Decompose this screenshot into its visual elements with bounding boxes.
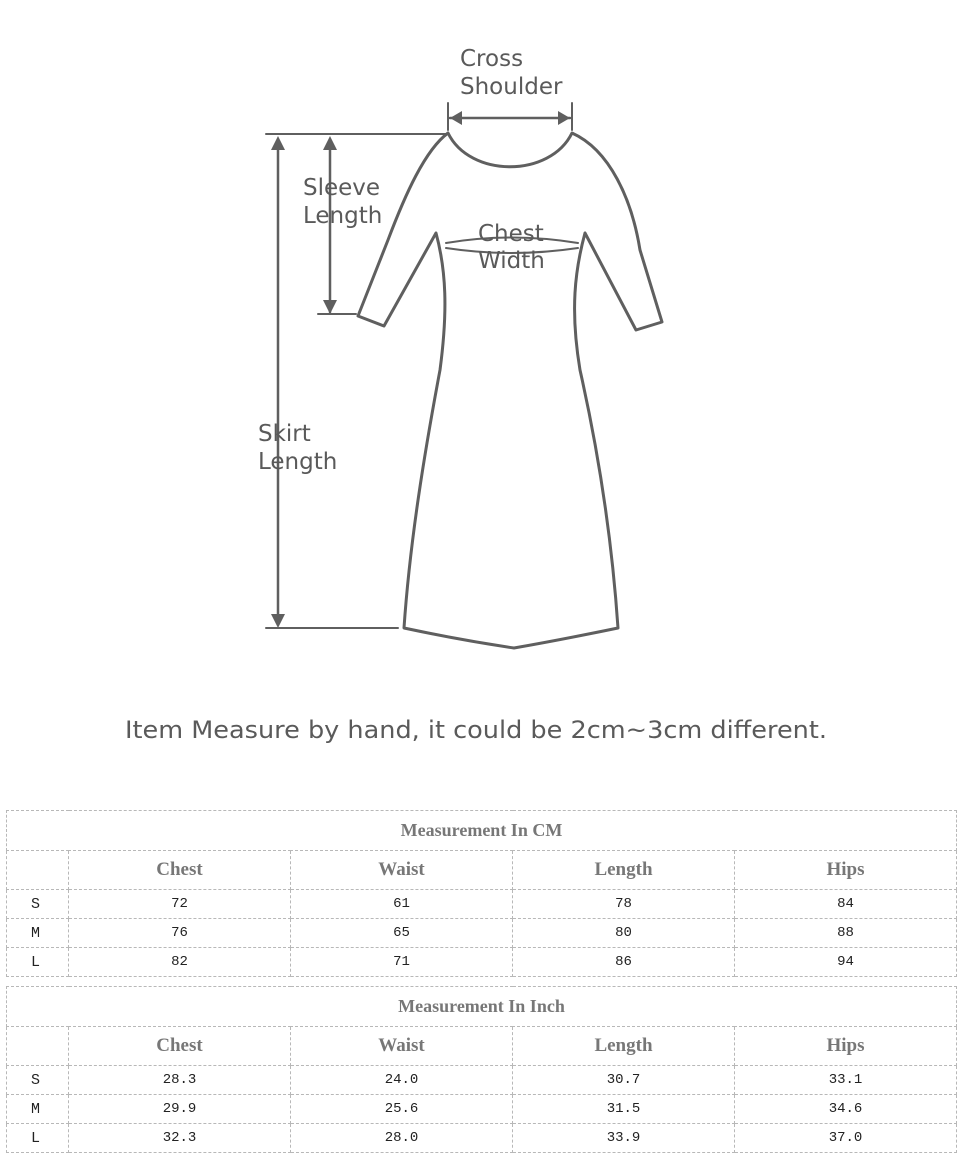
column-header-hips: Hips: [735, 851, 957, 890]
label-skirt-length-2: Length: [258, 449, 338, 475]
arrowhead-skirt-top: [271, 136, 285, 150]
waist-cell: 28.0: [291, 1124, 513, 1153]
hips-cell: 84: [735, 890, 957, 919]
column-header-length: Length: [513, 851, 735, 890]
arrowhead-shoulder-right: [558, 111, 570, 125]
arrowhead-sleeve-bottom: [323, 300, 337, 314]
table-row: [7, 1095, 957, 1124]
measure-note: Item Measure by hand, it could be 2cm~3cm different.: [125, 716, 827, 744]
column-header-size: [7, 851, 69, 890]
chest-cell: 28.3: [69, 1066, 291, 1095]
length-cell: 78: [513, 890, 735, 919]
column-header-waist: Waist: [291, 851, 513, 890]
label-sleeve-length-1: Sleeve: [303, 175, 381, 201]
waist-cell: 61: [291, 890, 513, 919]
waist-cell: 25.6: [291, 1095, 513, 1124]
waist-cell: 71: [291, 948, 513, 977]
length-cell: 86: [513, 948, 735, 977]
length-cell: 80: [513, 919, 735, 948]
measurement-table-inch: [6, 986, 957, 1153]
size-cell: L: [7, 1124, 69, 1153]
table-row: [7, 1066, 957, 1095]
table-title: Measurement In CM: [7, 811, 957, 851]
dress-outline: [358, 133, 662, 648]
chest-cell: 32.3: [69, 1124, 291, 1153]
column-header-chest: Chest: [69, 1027, 291, 1066]
hips-cell: 33.1: [735, 1066, 957, 1095]
column-header-size: [7, 1027, 69, 1066]
table-row: [7, 948, 957, 977]
size-cell: M: [7, 919, 69, 948]
hips-cell: 37.0: [735, 1124, 957, 1153]
arrowhead-sleeve-top: [323, 136, 337, 150]
label-chest-width-1: Chest: [478, 221, 544, 247]
hips-cell: 34.6: [735, 1095, 957, 1124]
waist-cell: 65: [291, 919, 513, 948]
size-cell: S: [7, 1066, 69, 1095]
column-header-hips: Hips: [735, 1027, 957, 1066]
size-cell: S: [7, 890, 69, 919]
chest-cell: 29.9: [69, 1095, 291, 1124]
label-sleeve-length-2: Length: [303, 203, 383, 229]
size-cell: M: [7, 1095, 69, 1124]
size-cell: L: [7, 948, 69, 977]
column-header-chest: Chest: [69, 851, 291, 890]
table-row: [7, 890, 957, 919]
measurement-table-cm: [6, 810, 957, 977]
chest-cell: 76: [69, 919, 291, 948]
column-header-length: Length: [513, 1027, 735, 1066]
length-cell: 30.7: [513, 1066, 735, 1095]
waist-cell: 24.0: [291, 1066, 513, 1095]
hips-cell: 94: [735, 948, 957, 977]
chest-cell: 82: [69, 948, 291, 977]
table-row: [7, 1124, 957, 1153]
table-title: Measurement In Inch: [7, 987, 957, 1027]
length-cell: 31.5: [513, 1095, 735, 1124]
column-header-waist: Waist: [291, 1027, 513, 1066]
label-chest-width-2: Width: [478, 248, 545, 274]
label-skirt-length-1: Skirt: [258, 421, 311, 447]
length-cell: 33.9: [513, 1124, 735, 1153]
label-cross-shoulder-1: Cross: [460, 46, 524, 72]
hips-cell: 88: [735, 919, 957, 948]
chest-cell: 72: [69, 890, 291, 919]
table-row: [7, 919, 957, 948]
arrowhead-shoulder-left: [450, 111, 462, 125]
arrowhead-skirt-bottom: [271, 614, 285, 628]
label-cross-shoulder-2: Shoulder: [460, 74, 563, 100]
